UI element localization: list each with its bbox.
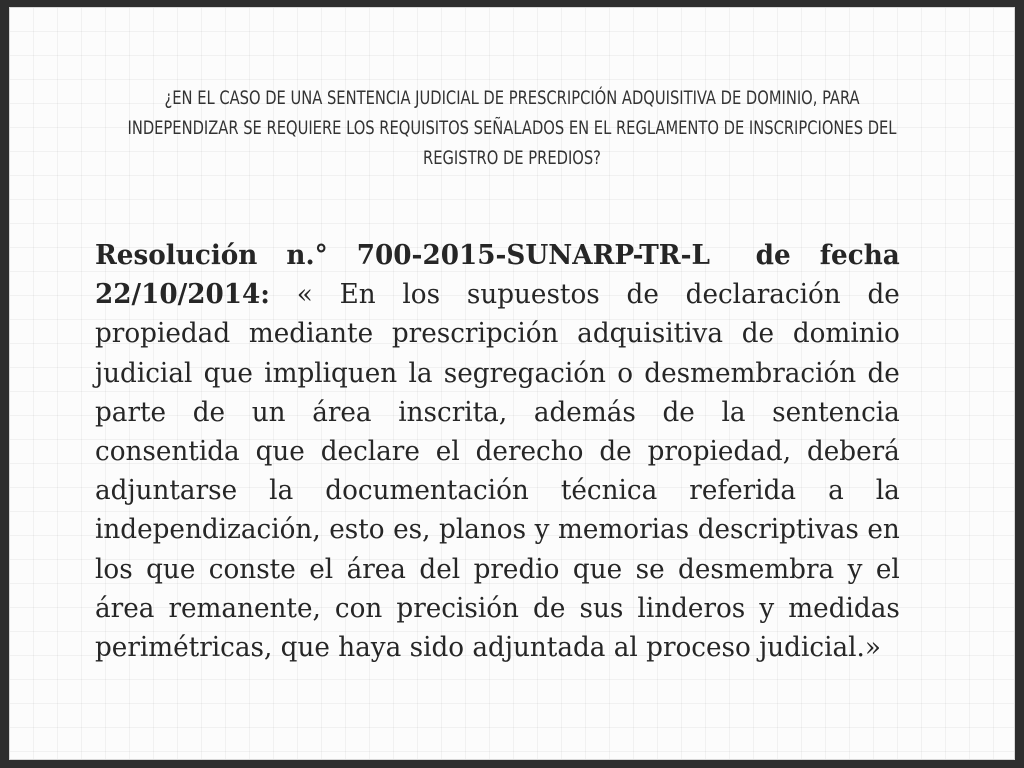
resolution-quote: « En los supuestos de declaración de propiedad mediante prescripción adquisitiva de dominio judicial que impliquen la segregación o desmembración de parte de un área inscrita, además de la sentencia consentida que declare el derecho de propiedad, deberá adjuntarse la documentación técnica referida a la independización, esto es, planos y memorias descriptivas en los que conste el área del predio que se desmembra y el área remanente, con precisión de sus linderos y medidas perimétricas, que haya sido adjuntada al proceso judicial.» bbox=[95, 279, 900, 664]
slide-body bbox=[95, 236, 900, 667]
date-label: de fecha 22/10/2014: bbox=[95, 240, 900, 311]
resolution-label: Resolución n.° 700-2015-SUNARP-TR-L bbox=[95, 240, 710, 271]
slide-title: ¿EN EL CASO DE UNA SENTENCIA JUDICIAL DE PRESCRIPCIÓN ADQUISITIVA DE DOMINIO, PARA INDEPENDIZAR SE REQUIERE LOS REQUISITOS SEÑALADOS EN EL REGLAMENTO DE INSCRIPCIONES DEL REGISTRO DE PREDIOS? bbox=[127, 87, 897, 169]
